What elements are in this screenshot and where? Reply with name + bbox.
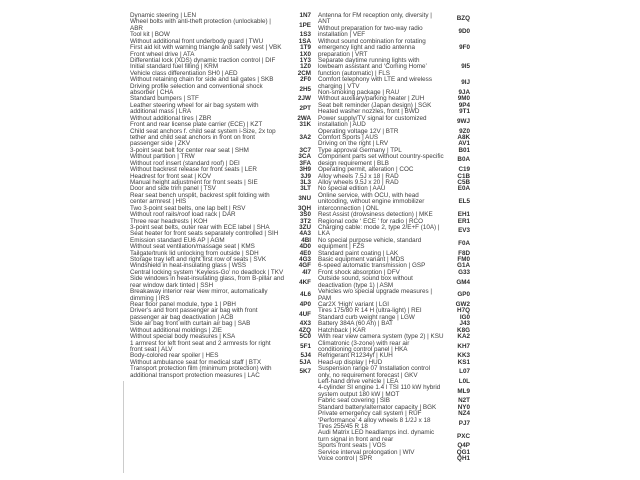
equipment-description: 6-speed automatic transmission | GSP [318, 262, 426, 270]
equipment-pr-code: 2H5 [299, 85, 311, 93]
equipment-description: Comfort telephony with LTE and wireless charging | VTV [318, 76, 432, 90]
equipment-description: Door and side trim panel | TSV [130, 185, 216, 193]
equipment-description: First aid kit with warning triangle and safety vest | VBK [130, 44, 282, 52]
equipment-description: Outside sound, sound box without deactivation (type 1) | ASM [318, 275, 413, 289]
equipment-pr-code: 3L3 [300, 178, 311, 186]
equipment-description: Tailgate/trunk lid unlocking from outside | SDH [130, 249, 259, 257]
equipment-description: Sports front seats | VOS [318, 442, 386, 450]
equipment-description: Without special body measures | KSA [130, 333, 236, 341]
equipment-pr-code: 3QH [298, 204, 311, 212]
equipment-description: Breakaway interior rear view mirror, automatically dimming | IRS [130, 288, 268, 302]
equipment-pr-code: EH1 [457, 211, 470, 219]
equipment-pr-code: 3LT [300, 185, 311, 193]
equipment-description: Car2X ‘High’ variant | LGI [318, 300, 390, 308]
equipment-pr-code: L0L [458, 378, 470, 386]
equipment-description: Child seat anchors f. child seat system i-Size, 2x top tether and child seat anchors in front on front passenger side | ZKV [130, 127, 276, 148]
equipment-pr-code: 2F0 [300, 76, 311, 84]
equipment-description: Rest Assist (drowsiness detection) | MKE [318, 211, 433, 219]
equipment-pr-code: 9Z0 [459, 127, 470, 135]
equipment-description: Differential lock (XDS) dynamic traction control | DIF [130, 56, 276, 64]
equipment-pr-code: 4E0 [299, 249, 311, 257]
equipment-description: Manual height adjustment for front seats | SIE [130, 178, 258, 186]
equipment-description: Standard battery/alternator capacity | BGK [318, 403, 437, 411]
equipment-pr-code: C1B [457, 172, 470, 180]
equipment-pr-code: F8D [458, 249, 470, 257]
equipment-item [318, 13, 470, 26]
equipment-description: Without additional tires | ZBR [130, 114, 212, 122]
equipment-pr-code: AV1 [458, 140, 470, 148]
equipment-pr-code: BZQ [456, 15, 470, 23]
equipment-description: Component parts set without country-specific design requirement | BLB [318, 153, 444, 167]
equipment-item [318, 116, 470, 129]
equipment-description: Rear floor panel module, type 1 | PBH [130, 300, 236, 308]
equipment-pr-code: 9IJ [461, 79, 470, 87]
equipment-description: Audi Matrix LED headlamps incl. dynamic turn signal in front and rear [318, 429, 435, 443]
equipment-description: Heated washer nozzles, front | BWD [318, 108, 420, 116]
equipment-pr-code: KK3 [457, 352, 470, 360]
equipment-pr-code: 1T9 [300, 44, 311, 52]
equipment-pr-code: C19 [458, 166, 470, 174]
equipment-pr-code: Q4P [457, 442, 470, 450]
equipment-description: Without backrest release for front seats | LER [130, 166, 257, 174]
equipment-pr-code: B0A [457, 156, 470, 164]
equipment-pr-code: A8K [457, 134, 470, 142]
equipment-description: Front wheel drive | ATA [130, 50, 195, 58]
equipment-pr-code: FM0 [457, 256, 470, 264]
equipment-pr-code: ER1 [457, 217, 470, 225]
equipment-description: Headrest for front seat | KOV [130, 172, 212, 180]
equipment-description: Without ambulance seat for medical staff | BTX [130, 358, 262, 366]
equipment-description: Left-hand drive vehicle | LEA [318, 378, 399, 386]
equipment-pr-code: 9D0 [458, 28, 470, 36]
equipment-description: Basic equipment variant | MDS [318, 256, 405, 264]
equipment-pr-code: 3ZU [299, 223, 311, 231]
equipment-description: Without sound combination for rotating emergency light and radio antenna preparation | VRT [318, 37, 426, 58]
equipment-pr-code: PJ7 [458, 419, 470, 427]
equipment-description: Side air bag front with curtain air bag | SAB [130, 320, 251, 328]
equipment-pr-code: KH7 [457, 342, 470, 350]
equipment-pr-code: 1X0 [299, 50, 311, 58]
equipment-pr-code: 9WJ [457, 117, 470, 125]
equipment-pr-code: 5F1 [300, 342, 311, 350]
equipment-description: Seat heater for front seats separately controlled | SIH [130, 230, 279, 238]
equipment-description: Windshield in heat-insulating glass | WSS [130, 262, 247, 270]
equipment-pr-code: 4D0 [299, 243, 311, 251]
equipment-description: Antenna for FM reception only, diversity | ANT [318, 12, 432, 26]
equipment-pr-code: 2WA [297, 114, 311, 122]
equipment-description: 3-point seat belt for center rear seat | SHM [130, 146, 249, 154]
equipment-pr-code: 4G3 [299, 256, 311, 264]
equipment-pr-code: 4X3 [299, 320, 311, 328]
equipment-pr-code: 2JW [298, 95, 311, 103]
equipment-pr-code: 1N7 [299, 12, 311, 19]
equipment-pr-code: 1PE [299, 21, 311, 29]
equipment-pr-code: GW2 [455, 300, 470, 308]
equipment-pr-code: QH1 [457, 455, 470, 463]
table-border-line [123, 381, 124, 473]
equipment-pr-code: C5B [457, 178, 470, 186]
equipment-description: Climatronic (3-zone) with rear air conditioning control panel | HKA [318, 339, 410, 353]
equipment-description: Seat belt reminder (Japan design) | SGK [318, 101, 432, 109]
equipment-description: Central locking system ‘Keyless-Go’ no deadlock | TKV [130, 268, 284, 276]
equipment-pr-code: 1SA [298, 37, 311, 45]
equipment-description: Storage tray left and right first row of seats | SVK [130, 256, 267, 264]
equipment-description: Refrigerant R1234yf | KUH [318, 352, 393, 360]
equipment-description: Power supply/TV signal for customized installation | AUD [318, 114, 427, 129]
equipment-description: 4-cylinder SI engine 1.4 l TSI 110 kW hybrid system output 180 kW | MOT [318, 384, 441, 398]
equipment-pr-code: EV3 [458, 227, 470, 235]
equipment-description: Body-colored rear spoiler | HES [130, 352, 219, 360]
equipment-description: Standard curb weight range | LGW [318, 313, 415, 321]
equipment-description: Tires 175/80 R 14 H (ultra-light) | REI [318, 307, 422, 315]
equipment-description: Voice control | SPR [318, 455, 373, 463]
equipment-description: Regional code ‘ ECE ’ for radio | RCO [318, 217, 423, 225]
equipment-pr-code: 4KF [299, 278, 311, 286]
equipment-pr-code: QG1 [456, 448, 470, 456]
equipment-description: Without auxiliary/parking heater | ZUH [318, 95, 425, 103]
equipment-item [318, 238, 470, 251]
equipment-pr-code: 3S0 [299, 211, 311, 219]
equipment-description: Separate daytime running lights with lowbeam assistant and ‘Coming Home’ function (automatic) | FLS [318, 56, 427, 77]
equipment-description: No special purpose vehicle, standard equipment | FZS [318, 236, 422, 251]
equipment-item [130, 103, 311, 116]
equipment-description: Operating permit, alteration | COC [318, 166, 414, 174]
equipment-pr-code: PXC [457, 432, 470, 440]
equipment-description: Driving on the right | LRV [318, 140, 389, 148]
equipment-pr-code: ML9 [457, 387, 470, 395]
equipment-description: 1 armrest for left front seat and 2 armrests for right front seat | ALV [130, 339, 271, 353]
equipment-pr-code: N2T [458, 397, 470, 405]
equipment-pr-code: 4P0 [299, 300, 311, 308]
equipment-pr-code: 3NU [298, 195, 311, 203]
equipment-description: Without additional front underbody guard | TWU [130, 37, 264, 45]
equipment-description: Without preparation for two-way radio installation | VEF [318, 24, 423, 39]
equipment-list-left-column [130, 13, 311, 379]
equipment-pr-code: 4ZQ [298, 326, 311, 334]
equipment-pr-code: 2CM [297, 69, 311, 77]
equipment-pr-code: 3T2 [300, 217, 311, 225]
equipment-description: Service interval prolongation | WIV [318, 448, 415, 456]
equipment-pr-code: KS1 [457, 358, 470, 366]
equipment-description: Driver’s and front passenger air bag with front passenger air bag deactivation | ACB [130, 307, 258, 321]
equipment-description: Driving profile selection and conventional shock absorber | CHA [130, 82, 263, 97]
equipment-pr-code: KA2 [457, 333, 470, 341]
equipment-description: Hatchback | KAR [318, 326, 366, 334]
equipment-description: Non-smoking package | RAU [318, 89, 400, 97]
equipment-description: Without roof insert (standard roof) | DEI [130, 159, 240, 167]
equipment-pr-code: L07 [459, 368, 470, 376]
equipment-pr-code: 4GF [298, 262, 311, 270]
equipment-description: Operating voltage 12V | BTR [318, 127, 399, 135]
equipment-description: Type approval Germany | TPL [318, 146, 402, 154]
equipment-pr-code: 4I7 [302, 268, 311, 276]
equipment-pr-code: J43 [459, 320, 470, 328]
equipment-description: Charging cable: mode 2, type 2/E+F (10A) | LKA [318, 223, 440, 238]
equipment-pr-code: 3H9 [299, 166, 311, 174]
equipment-item [318, 225, 470, 238]
equipment-description: Wheel bolts with anti-theft protection (unlockable) | ABR [130, 18, 271, 32]
equipment-description: Tool kit | BOW [130, 31, 170, 39]
equipment-description: Side windows in heat-insulating glass, from B-pillar and rear window dark tinted | SSH [130, 275, 285, 289]
equipment-pr-code: 3A2 [299, 134, 311, 142]
equipment-pr-code: IG0 [459, 313, 470, 321]
equipment-pr-code: 5K7 [299, 368, 311, 376]
equipment-description: Standard paint coating | LAK [318, 249, 399, 257]
equipment-pr-code: EL5 [458, 198, 470, 206]
equipment-description: 3-point seat belts, outer rear with ECE label | SHA [130, 223, 270, 231]
equipment-list-right-column [318, 13, 470, 463]
equipment-description: Alloy wheels 7.5J x 18 | RAD [318, 172, 399, 180]
equipment-pr-code: 1Z0 [300, 63, 311, 71]
equipment-pr-code: NY0 [457, 403, 470, 411]
equipment-pr-code: 9F0 [459, 44, 470, 52]
equipment-pr-code: 5J4 [300, 352, 311, 360]
equipment-description: Dynamic steering | LEN [130, 12, 197, 19]
equipment-description: Battery 384A (60 Ah) | BAT [318, 320, 394, 328]
equipment-pr-code: 9T1 [459, 108, 470, 116]
equipment-pr-code: 4BI [301, 236, 311, 244]
equipment-pr-code: NZ4 [458, 410, 470, 418]
equipment-description: Fabric seat covering | SIB [318, 397, 390, 405]
equipment-description: Leather steering wheel for air bag system with additional mass | LRA [130, 101, 259, 116]
equipment-pr-code: 3C7 [299, 146, 311, 154]
equipment-pr-code: G33 [458, 268, 470, 276]
equipment-pr-code: K8G [457, 326, 470, 334]
equipment-pr-code: H7Q [457, 307, 470, 315]
equipment-pr-code: 1S3 [299, 31, 311, 39]
equipment-pr-code: 5C0 [299, 333, 311, 341]
equipment-description: Emission standard EU6 AP | AGM [130, 236, 225, 244]
equipment-description: With rear view camera system (type 2) | KSU [318, 333, 444, 341]
equipment-pr-code: B01 [458, 146, 470, 154]
equipment-pr-code: 3J9 [300, 172, 311, 180]
equipment-pr-code: 4UF [299, 310, 311, 318]
equipment-pr-code: GP0 [457, 291, 470, 299]
equipment-pr-code: F0A [458, 239, 470, 247]
equipment-description: No special edition | AAU [318, 185, 386, 193]
equipment-description: Vehicles w/o special upgrade measures | PAM [318, 288, 432, 302]
equipment-description: Head-up display | HUD [318, 358, 383, 366]
equipment-description: Front shock absorption | DFV [318, 268, 400, 276]
equipment-description: Vehicle class differentiation SH0 | AED [130, 69, 238, 77]
equipment-description: Standard bumpers | STF [130, 95, 199, 103]
equipment-description: Transport protection film (minimum protection) with additional transport protection measures | LAC [130, 365, 272, 379]
equipment-pr-code: 9P4 [458, 101, 470, 109]
equipment-description: Without additional moldings | ZIE [130, 326, 222, 334]
equipment-pr-code: 4L6 [300, 291, 311, 299]
equipment-description: Alloy wheels 9.5J x 20 | RAD [318, 178, 399, 186]
equipment-item [130, 129, 311, 148]
equipment-description: Front and rear license plate carrier (ECE) | KZT [130, 121, 263, 129]
equipment-description: Rear seat bench unsplit, backrest split folding with center armrest | HIS [130, 191, 270, 206]
equipment-pr-code: 5JA [299, 358, 311, 366]
equipment-pr-code: 3CA [298, 153, 311, 161]
equipment-description: Online service, with OCU, with head unitcoding, without engine immobilizer interconnection | ONL [318, 191, 425, 212]
equipment-pr-code: 9I5 [461, 63, 470, 71]
equipment-description: Three rear headrests | KOH [130, 217, 208, 225]
equipment-item [130, 366, 311, 379]
equipment-pr-code: 3FA [299, 159, 311, 167]
equipment-pr-code: G1A [457, 262, 470, 270]
equipment-description: Without partition | TRW [130, 153, 195, 161]
equipment-item [318, 26, 470, 39]
equipment-description: Without roof rails/roof load rack | DAR [130, 211, 236, 219]
equipment-item [318, 193, 470, 212]
equipment-pr-code: 9JA [458, 89, 470, 97]
equipment-pr-code: GM4 [456, 278, 470, 286]
equipment-pr-code: 4A3 [299, 230, 311, 238]
equipment-description: ‘Performance’ 4 alloy wheels 8 1/2J x 18 Tires 255/45 R 18 [318, 416, 431, 430]
equipment-item [318, 39, 470, 58]
equipment-description: Suspension range 07 Installation control only, no requirement forecast | GKV [318, 365, 431, 379]
equipment-pr-code: 2PT [299, 105, 311, 113]
equipment-pr-code: 31K [299, 121, 311, 129]
equipment-description: Two 3-point seat belts, one lap belt | RSV [130, 204, 246, 212]
equipment-description: Private emergency call system | RUF [318, 410, 422, 418]
equipment-description: Without retaining chain for side and tail gates | SKB [130, 76, 274, 84]
equipment-pr-code: 9M0 [457, 95, 470, 103]
equipment-item [318, 456, 470, 462]
equipment-pr-code: 1Y3 [299, 56, 311, 64]
equipment-description: Initial standard fuel filling | KRM [130, 63, 219, 71]
equipment-item [318, 58, 470, 77]
equipment-pr-code: E0A [457, 185, 470, 193]
equipment-description: Comfort Sports | AUS [318, 134, 379, 142]
equipment-item [130, 193, 311, 206]
equipment-description: Without seat ventilation/massage seat | KMS [130, 243, 255, 251]
